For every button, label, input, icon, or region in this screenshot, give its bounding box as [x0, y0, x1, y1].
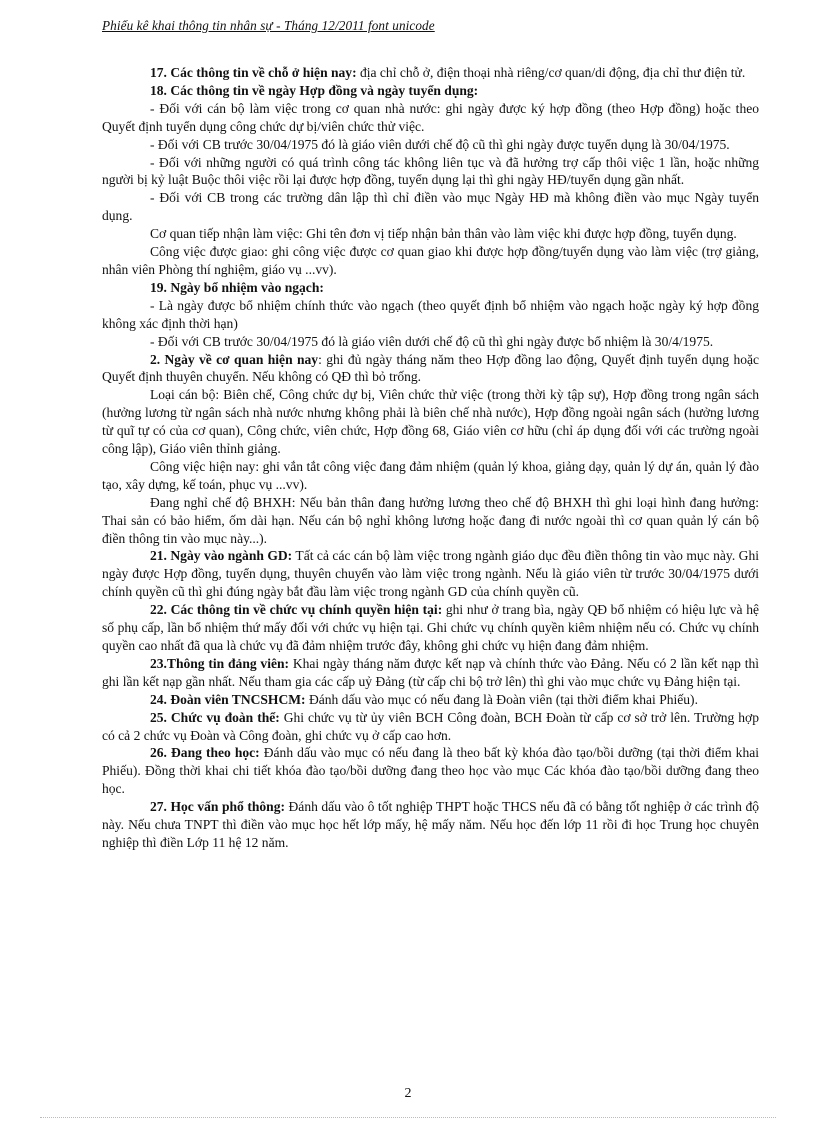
- paragraph-21: [102, 547, 759, 601]
- paragraph-23: [102, 655, 759, 691]
- paragraph-text: - Đối với CB trước 30/04/1975 đó là giáo viên dưới chế độ cũ thì ghi ngày được bổ nhiệm là 30/4/1975.: [150, 333, 714, 349]
- paragraph-heading: 25. Chức vụ đoàn thể:: [150, 709, 280, 725]
- paragraph-20: [102, 351, 759, 387]
- paragraph-18-item-1: [102, 100, 759, 136]
- paragraph-heading: 21. Ngày vào ngành GD:: [150, 548, 293, 564]
- paragraph-19-item-1: [102, 297, 759, 333]
- paragraph-text: - Đối với những người có quá trình công tác không liên tục và đã hưởng trợ cấp thôi việc 1 lần, hoặc những người bị kỷ luật Buộc thôi việc rồi lại được hợp đồng, tuyển dụng lại thì ghi ngày HĐ/tuyển dụng gần nhất.: [102, 154, 759, 188]
- paragraph-heading: 2. Ngày về cơ quan hiện nay: [150, 351, 319, 367]
- paragraph-17: [102, 64, 759, 82]
- page-bottom-divider: [40, 1117, 776, 1118]
- paragraph-heading: 24. Đoàn viên TNCSHCM:: [150, 691, 306, 707]
- paragraph-text: Cơ quan tiếp nhận làm việc: Ghi tên đơn vị tiếp nhận bản thân vào làm việc khi được hợp đồng, tuyển dụng.: [150, 226, 737, 242]
- paragraph-text: Tất cả các cán bộ làm việc trong ngành giáo dục đều điền thông tin vào mục này. Ghi ngày được Hợp đồng, tuyển dụng, thuyên chuyển vào làm việc trong ngành. Nếu là giáo viên từ trước 30/04/1975 dưới chính quyền cũ thì ghi đúng ngày bắt đầu làm việc trong ngành GD của chính quyền cũ.: [102, 548, 759, 600]
- paragraph-text: Đang nghỉ chế độ BHXH: Nếu bản thân đang hưởng lương theo chế độ BHXH thì ghi loại hình đang hưởng: Thai sản có bảo hiểm, ốm dài hạn. Nếu cán bộ nghỉ không lương hoặc đang đi nước ngoài thì cơ quan quản lý cán bộ điền thông tin vào mục này...).: [102, 494, 759, 546]
- paragraph-heading: 27. Học vấn phổ thông:: [150, 799, 285, 815]
- paragraph-text: Đánh dấu vào mục có nếu đang là theo bất kỳ khóa đào tạo/bồi dưỡng (tại thời điểm khai Phiếu). Đồng thời khai chi tiết khóa đào tạo/bồi dưỡng đang theo học vào mục Các khóa đào tạo/bồi dưỡng đang theo học.: [102, 745, 760, 797]
- paragraph-18-item-3: [102, 154, 759, 190]
- paragraph-heading: 23.Thông tin đảng viên:: [150, 655, 290, 671]
- paragraph-heading: 17. Các thông tin về chỗ ở hiện nay:: [150, 65, 357, 80]
- paragraph-current-work: [102, 458, 759, 494]
- paragraph-text: ghi như ở trang bìa, ngày QĐ bổ nhiệm có hiệu lực và hệ số phụ cấp, lần bổ nhiệm thứ mấy đối với chức vụ hiện tại. Ghi chức vụ chính quyền kiêm nhiệm nếu có. Chức vụ chính quyền cao nhất đã qua là chức vụ đã đảm nhiệm trước đây, không ghi chức vụ hiện đang đảm nhiệm.: [102, 602, 759, 653]
- paragraph-19-item-2: [102, 333, 759, 351]
- paragraph-text: Công việc được giao: ghi công việc được cơ quan giao khi được hợp đồng/tuyển dụng vào làm việc (trợ giảng, nhân viên Phòng thí nghiệm, giáo vụ ...vv).: [102, 244, 759, 277]
- paragraph-heading: 22. Các thông tin về chức vụ chính quyền hiện tại:: [150, 602, 443, 618]
- paragraph-text: : ghi đủ ngày tháng năm theo Hợp đồng lao động, Quyết định tuyển dụng hoặc Quyết định thuyên chuyển. Nếu không có QĐ thì bỏ trống.: [102, 351, 760, 385]
- paragraph-text: - Đối với CB trong các trường dân lập thì chỉ điền vào mục Ngày HĐ mà không điền vào mục Ngày tuyển dụng.: [102, 190, 759, 224]
- paragraph-receiving-agency: [102, 225, 759, 243]
- paragraph-19: [102, 279, 759, 297]
- paragraph-text: Đánh dấu vào mục có nếu đang là Đoàn viên (tại thời điểm khai Phiếu).: [305, 691, 698, 707]
- paragraph-text: địa chỉ chỗ ở, điện thoại nhà riêng/cơ quan/di động, địa chỉ thư điện tử.: [356, 65, 746, 80]
- paragraph-18: [102, 82, 759, 100]
- paragraph-social-insurance: [102, 494, 759, 548]
- paragraph-25: [102, 709, 759, 745]
- paragraph-heading: 26. Đang theo học:: [150, 745, 260, 761]
- paragraph-26: [102, 744, 759, 798]
- paragraph-staff-type: [102, 386, 759, 458]
- page-header: Phiếu kê khai thông tin nhân sự - Tháng 12/2011 font unicode: [102, 18, 435, 33]
- paragraph-text: Công việc hiện nay: ghi vắn tắt công việc đang đảm nhiệm (quản lý khoa, giảng dạy, quản lý dự án, quản lý đào tạo, xây dựng, kế toán, phục vụ ...vv).: [102, 458, 759, 492]
- paragraph-text: Đánh dấu vào ô tốt nghiệp THPT hoặc THCS nếu đã có bằng tốt nghiệp ở các trình độ này. Nếu chưa TNPT thì điền vào mục học hết lớp mấy, hệ mấy năm. Nếu học đến lớp 11 rồi đi học Trung học chuyên nghiệp thì điền Lớp 11 hệ 12 năm.: [102, 799, 759, 850]
- paragraph-24: [102, 691, 759, 709]
- paragraph-text: - Là ngày được bổ nhiệm chính thức vào ngạch (theo quyết định bổ nhiệm vào ngạch hoặc ngày ký hợp đồng không xác định thời hạn): [102, 297, 759, 331]
- paragraph-heading: 19. Ngày bổ nhiệm vào ngạch:: [150, 279, 324, 295]
- paragraph-text: - Đối với CB trước 30/04/1975 đó là giáo viên dưới chế độ cũ thì ghi ngày được tuyển dụng là 30/04/1975.: [150, 136, 730, 152]
- document-body: [102, 64, 759, 852]
- page-number: 2: [404, 1086, 412, 1101]
- paragraph-assigned-work: [102, 243, 759, 279]
- paragraph-text: Khai ngày tháng năm được kết nạp và chính thức vào Đảng. Nếu có 2 lần kết nạp thì ghi lần kết nạp gần nhất. Nếu tham gia các cấp uỷ Đảng (từ cấp chi bộ trở lên) thì ghi vào mục chức vụ Đảng hiện tại.: [102, 655, 759, 689]
- paragraph-text: Ghi chức vụ từ ủy viên BCH Công đoàn, BCH Đoàn từ cấp cơ sở trở lên. Trường hợp có cả 2 chức vụ Đoàn và Công đoàn, ghi chức vụ ở cấp cao hơn.: [102, 709, 759, 743]
- paragraph-22: [102, 601, 759, 655]
- paragraph-18-item-2: [102, 136, 759, 154]
- paragraph-text: - Đối với cán bộ làm việc trong cơ quan nhà nước: ghi ngày được ký hợp đồng (theo Hợp đồng) hoặc theo Quyết định tuyển dụng công chức dự bị/viên chức thử việc.: [102, 100, 759, 134]
- paragraph-heading: 18. Các thông tin về ngày Hợp đồng và ngày tuyển dụng:: [150, 82, 479, 98]
- paragraph-18-item-4: [102, 189, 759, 225]
- paragraph-text: Loại cán bộ: Biên chế, Công chức dự bị, Viên chức thử việc (trong thời kỳ tập sự), Hợp đồng trong ngân sách (hưởng lương từ ngân sách nhà nước nhưng không phải là biên chế nhà nước), Hợp đồng ngoài ngân sách (hưởng lương từ quĩ tự có của cơ quan), Công chức, viên chức, Hợp đồng 68, Giáo viên cơ hữu (chỉ áp dụng đối với các trường ngoài công lập), Giáo viên thỉnh giảng.: [102, 387, 759, 457]
- paragraph-27: [102, 798, 759, 852]
